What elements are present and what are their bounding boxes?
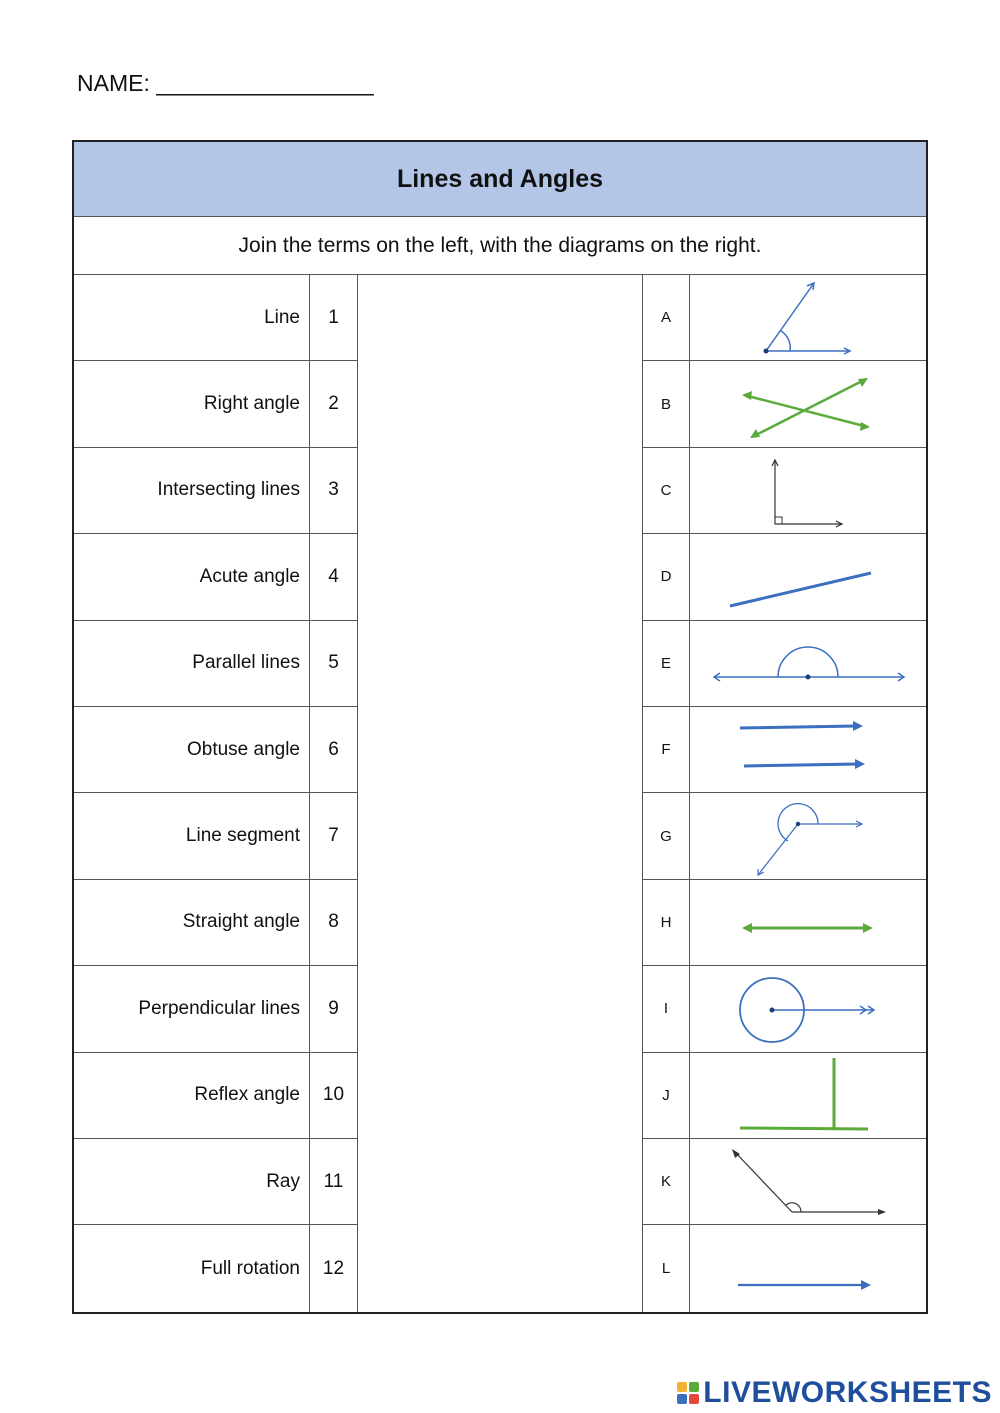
term-number[interactable]: 6 xyxy=(310,707,358,793)
matching-row xyxy=(74,275,926,361)
term-label: Straight angle xyxy=(74,880,310,966)
term-number[interactable]: 9 xyxy=(310,966,358,1052)
matching-row xyxy=(74,707,926,793)
acute-angle-diagram xyxy=(690,275,926,361)
term-label: Acute angle xyxy=(74,534,310,620)
straight-angle-diagram xyxy=(690,621,926,707)
term-number[interactable]: 12 xyxy=(310,1225,358,1311)
term-number[interactable]: 10 xyxy=(310,1053,358,1139)
term-number[interactable]: 8 xyxy=(310,880,358,966)
matching-row xyxy=(74,966,926,1052)
matching-row xyxy=(74,621,926,707)
name-field-line xyxy=(77,70,374,97)
diagram-letter[interactable]: L xyxy=(642,1225,690,1311)
term-number[interactable]: 11 xyxy=(310,1139,358,1225)
term-number[interactable]: 2 xyxy=(310,361,358,447)
diagram-letter[interactable]: B xyxy=(642,361,690,447)
diagram-letter[interactable]: H xyxy=(642,880,690,966)
line-diagram xyxy=(690,880,926,966)
matching-row xyxy=(74,448,926,534)
term-number[interactable]: 4 xyxy=(310,534,358,620)
logo-text: LIVEWORKSHEETS xyxy=(703,1376,992,1409)
diagram-letter[interactable]: A xyxy=(642,275,690,361)
perpendicular-lines-diagram xyxy=(690,1053,926,1139)
name-label: NAME: xyxy=(77,70,157,96)
diagram-letter[interactable]: F xyxy=(642,707,690,793)
term-label: Line xyxy=(74,275,310,361)
diagram-letter[interactable]: I xyxy=(642,966,690,1052)
diagram-letter[interactable]: G xyxy=(642,793,690,879)
term-label: Obtuse angle xyxy=(74,707,310,793)
matching-grid xyxy=(74,275,926,1312)
matching-row xyxy=(74,793,926,879)
term-label: Reflex angle xyxy=(74,1053,310,1139)
logo-mark-icon xyxy=(677,1382,699,1404)
matching-row xyxy=(74,534,926,620)
diagram-letter[interactable]: D xyxy=(642,534,690,620)
term-number[interactable]: 7 xyxy=(310,793,358,879)
worksheet-table xyxy=(72,140,928,1314)
matching-row xyxy=(74,880,926,966)
term-label: Perpendicular lines xyxy=(74,966,310,1052)
diagram-letter[interactable]: C xyxy=(642,448,690,534)
diagram-letter[interactable]: K xyxy=(642,1139,690,1225)
right-angle-diagram xyxy=(690,448,926,534)
matching-row xyxy=(74,361,926,447)
line-segment-diagram xyxy=(690,534,926,620)
worksheet-title: Lines and Angles xyxy=(74,142,926,217)
matching-row xyxy=(74,1139,926,1225)
liveworksheets-logo[interactable] xyxy=(677,1376,992,1410)
term-label: Intersecting lines xyxy=(74,448,310,534)
term-number[interactable]: 5 xyxy=(310,621,358,707)
term-label: Ray xyxy=(74,1139,310,1225)
term-label: Parallel lines xyxy=(74,621,310,707)
intersecting-lines-diagram xyxy=(690,361,926,447)
term-number[interactable]: 3 xyxy=(310,448,358,534)
obtuse-angle-diagram xyxy=(690,1139,926,1225)
parallel-lines-diagram xyxy=(690,707,926,793)
matching-row xyxy=(74,1225,926,1311)
term-label: Full rotation xyxy=(74,1225,310,1311)
term-label: Right angle xyxy=(74,361,310,447)
reflex-angle-diagram xyxy=(690,793,926,879)
matching-row xyxy=(74,1053,926,1139)
name-blank[interactable]: _________________ xyxy=(156,70,374,96)
ray-diagram xyxy=(690,1225,926,1311)
diagram-letter[interactable]: J xyxy=(642,1053,690,1139)
full-rotation-diagram xyxy=(690,966,926,1052)
worksheet-instruction: Join the terms on the left, with the diagrams on the right. xyxy=(74,217,926,275)
diagram-letter[interactable]: E xyxy=(642,621,690,707)
term-label: Line segment xyxy=(74,793,310,879)
term-number[interactable]: 1 xyxy=(310,275,358,361)
